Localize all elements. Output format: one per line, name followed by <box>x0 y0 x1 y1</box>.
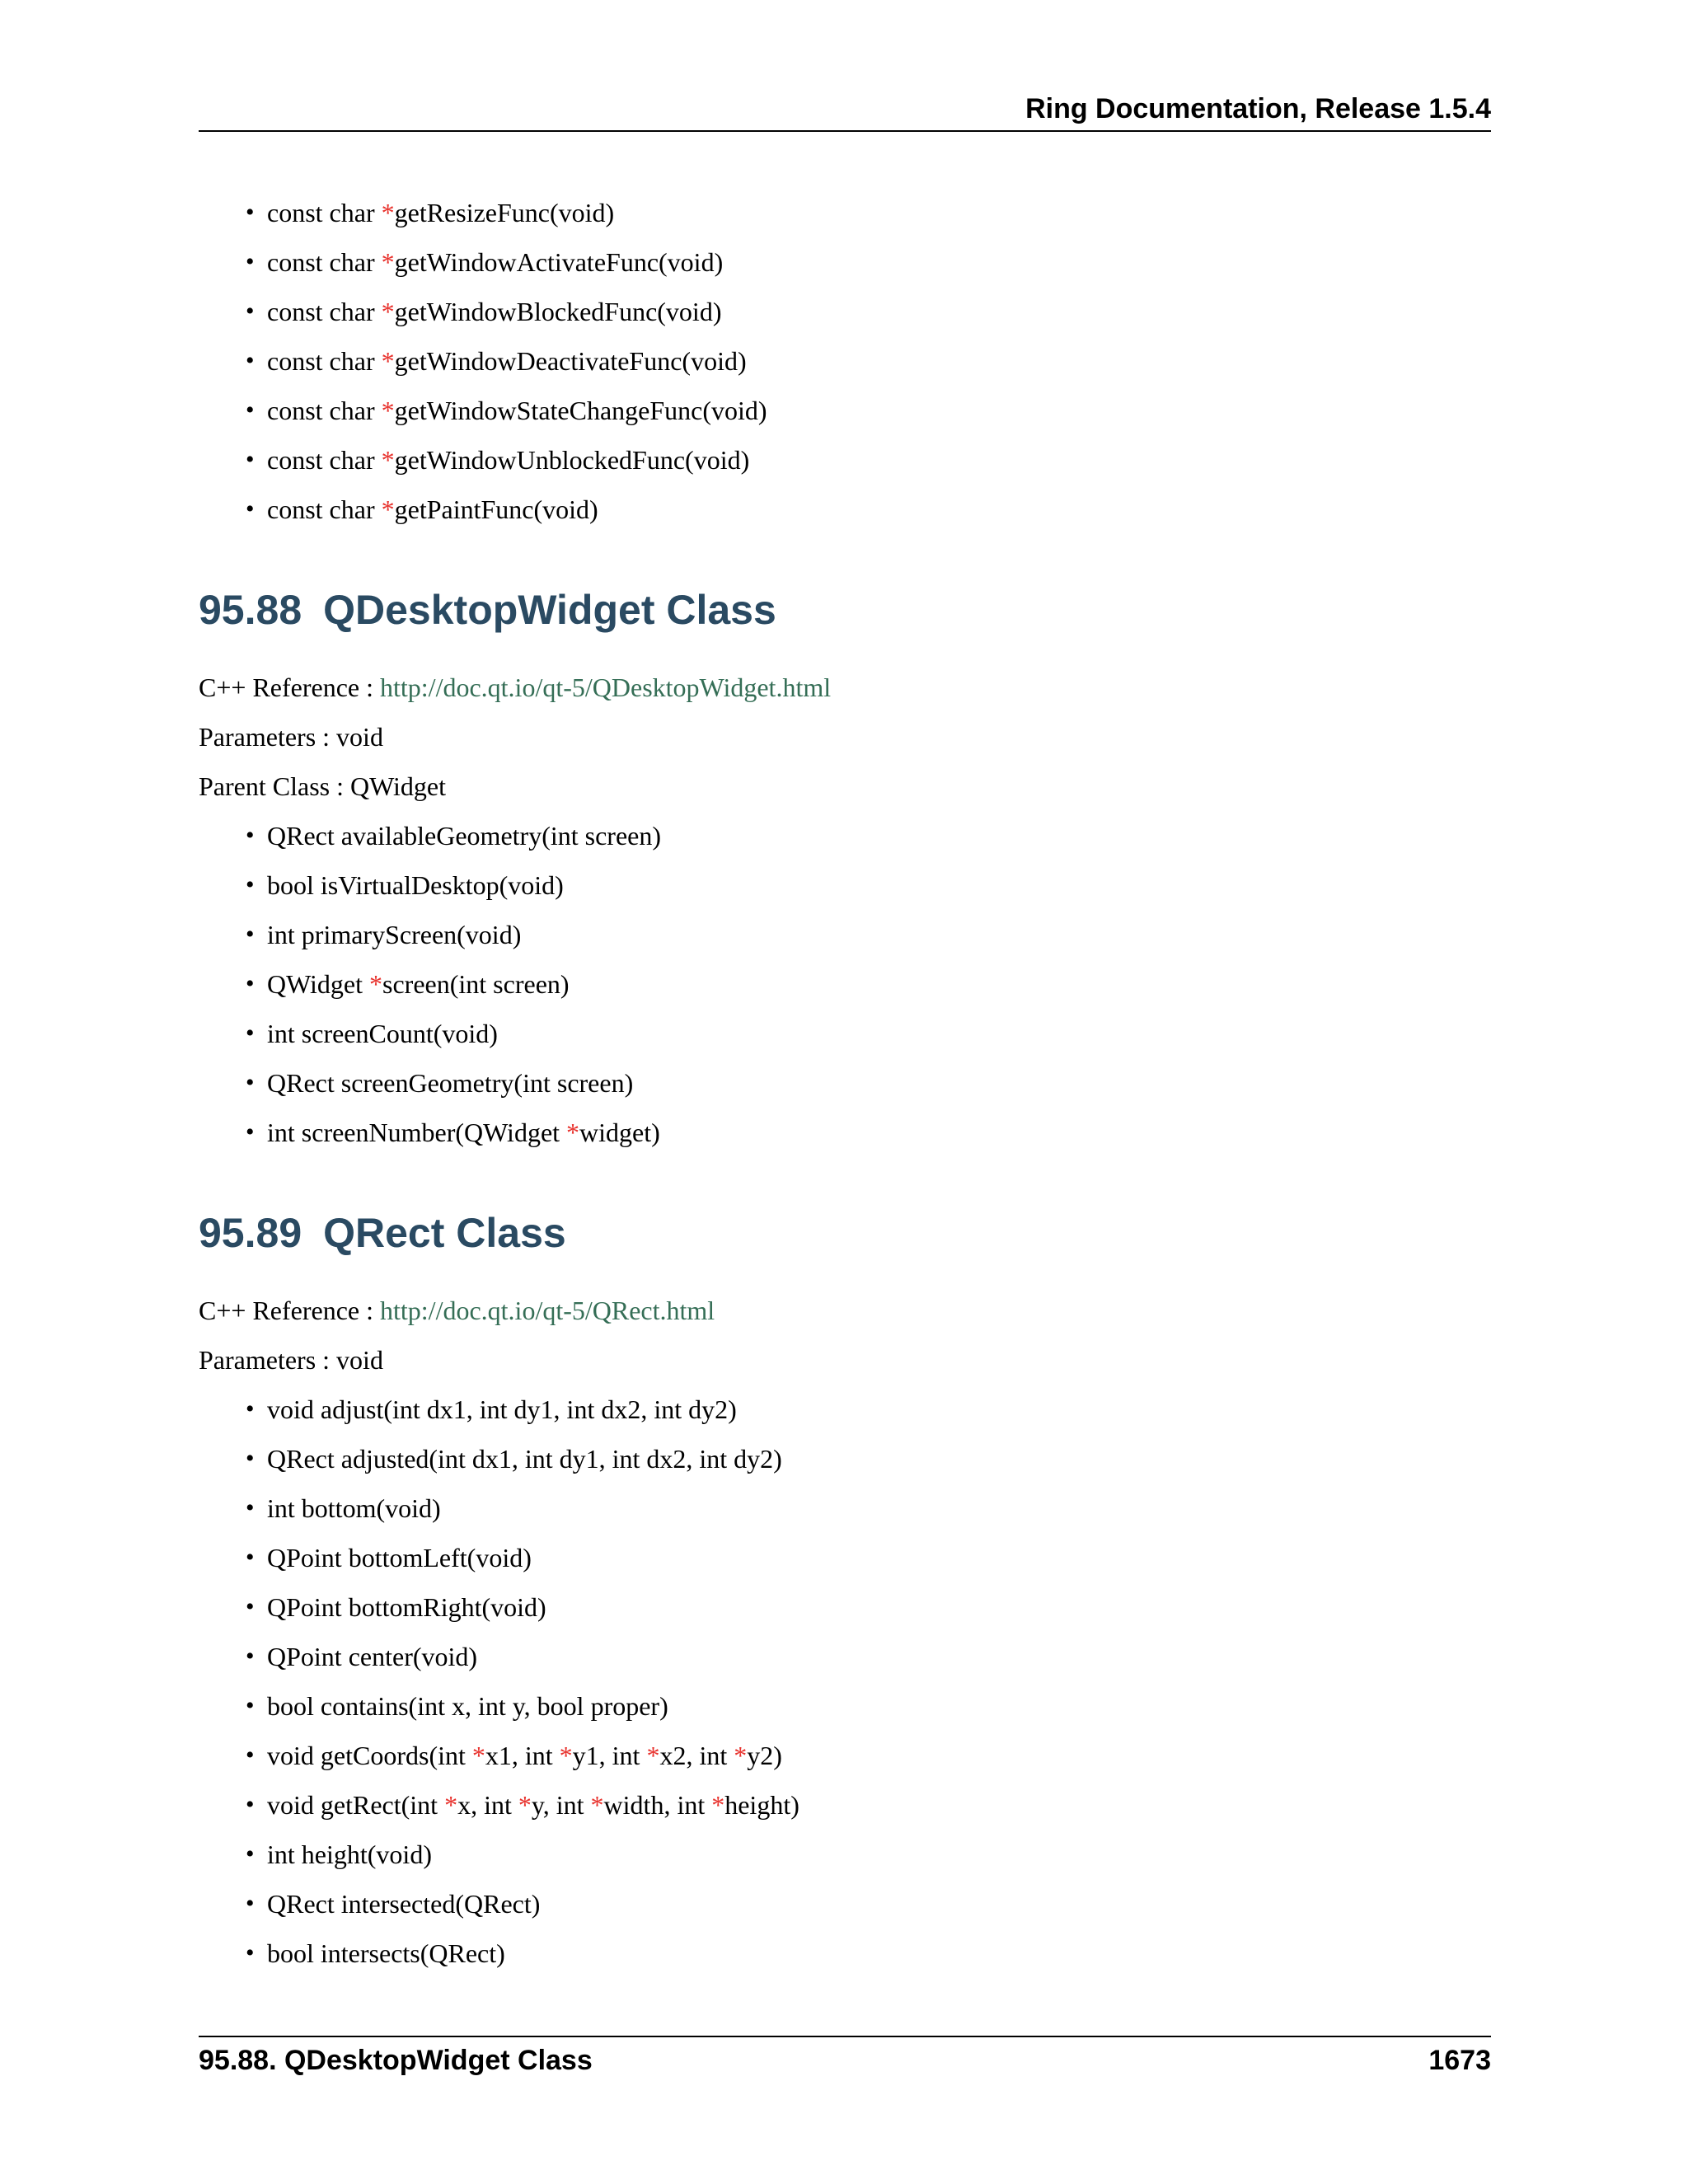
pointer-star: * <box>381 396 395 425</box>
method-item: • int height(void) <box>246 1840 432 1869</box>
method-item: • QPoint bottomLeft(void) <box>246 1543 532 1572</box>
bullet-icon: • <box>246 1840 255 1868</box>
bullet-icon: • <box>246 1791 255 1818</box>
section-number: 95.88 <box>199 587 302 633</box>
method-list-continued <box>199 196 1491 526</box>
section-qdesktopwidget <box>199 585 1491 1149</box>
cpp-reference-link[interactable]: http://doc.qt.io/qt-5/QRect.html <box>380 1296 715 1325</box>
parameters-line: Parameters : void <box>199 1345 383 1375</box>
pointer-star: * <box>381 198 395 227</box>
pointer-star: * <box>369 969 383 999</box>
method-item: • const char *getWindowBlockedFunc(void) <box>246 297 722 326</box>
footer-section-title: 95.88. QDesktopWidget Class <box>199 2045 593 2076</box>
method-list <box>199 819 1491 1149</box>
method-item: • QWidget *screen(int screen) <box>246 969 570 999</box>
bullet-icon: • <box>246 1939 255 1966</box>
footer-rule <box>199 2036 1491 2037</box>
bullet-icon: • <box>246 446 255 473</box>
cpp-reference-label: C++ Reference : <box>199 1296 380 1325</box>
section-title: QDesktopWidget Class <box>323 587 776 633</box>
cpp-reference-link[interactable]: http://doc.qt.io/qt-5/QDesktopWidget.html <box>380 673 832 702</box>
pointer-star: * <box>381 297 395 326</box>
bullet-icon: • <box>246 199 255 226</box>
method-item: • bool isVirtualDesktop(void) <box>246 870 564 900</box>
pointer-star: * <box>381 445 395 475</box>
bullet-icon: • <box>246 495 255 523</box>
bullet-icon: • <box>246 1741 255 1769</box>
method-item: • QRect availableGeometry(int screen) <box>246 821 661 851</box>
cpp-reference-line <box>199 1294 1491 1327</box>
pointer-star: * <box>734 1741 748 1770</box>
bullet-icon: • <box>246 822 255 849</box>
method-item: • const char *getWindowUnblockedFunc(void) <box>246 445 750 475</box>
bullet-icon: • <box>246 921 255 948</box>
pointer-star: * <box>444 1790 458 1820</box>
bullet-icon: • <box>246 1643 255 1670</box>
method-item: • QRect screenGeometry(int screen) <box>246 1068 634 1098</box>
page-content <box>199 196 1491 1970</box>
bullet-icon: • <box>246 1890 255 1917</box>
bullet-icon: • <box>246 1544 255 1571</box>
pointer-star: * <box>381 247 395 277</box>
method-item: • void adjust(int dx1, int dy1, int dx2, int dy2) <box>246 1394 737 1424</box>
method-list <box>199 1393 1491 1970</box>
bullet-icon: • <box>246 871 255 898</box>
document-page <box>199 0 1491 2184</box>
pointer-star: * <box>518 1790 532 1820</box>
cpp-reference-line <box>199 671 1491 704</box>
pointer-star: * <box>381 346 395 376</box>
method-item: • int primaryScreen(void) <box>246 920 522 949</box>
method-item: • void getCoords(int *x1, int *y1, int *x2, int *y2) <box>246 1741 782 1770</box>
method-item: • QRect intersected(QRect) <box>246 1889 541 1919</box>
method-item: • bool intersects(QRect) <box>246 1938 505 1968</box>
bullet-icon: • <box>246 347 255 374</box>
bullet-icon: • <box>246 248 255 275</box>
bullet-icon: • <box>246 1494 255 1521</box>
method-item: • const char *getPaintFunc(void) <box>246 494 598 524</box>
parameters-line: Parameters : void <box>199 722 383 752</box>
method-item: • const char *getWindowActivateFunc(void) <box>246 247 724 277</box>
bullet-icon: • <box>246 1692 255 1719</box>
method-item: • int bottom(void) <box>246 1493 441 1523</box>
pointer-star: * <box>590 1790 604 1820</box>
pointer-star: * <box>646 1741 660 1770</box>
pointer-star: * <box>471 1741 485 1770</box>
method-item: • int screenCount(void) <box>246 1019 498 1048</box>
method-item: • QPoint center(void) <box>246 1642 478 1671</box>
section-number: 95.89 <box>199 1210 302 1256</box>
bullet-icon: • <box>246 1445 255 1472</box>
parent-class-line: Parent Class : QWidget <box>199 771 446 801</box>
pointer-star: * <box>381 494 395 524</box>
bullet-icon: • <box>246 298 255 325</box>
section-heading <box>199 585 1491 635</box>
method-item: • const char *getWindowDeactivateFunc(void) <box>246 346 747 376</box>
bullet-icon: • <box>246 1118 255 1146</box>
pointer-star: * <box>711 1790 725 1820</box>
section-title: QRect Class <box>323 1210 566 1256</box>
method-item: • const char *getWindowStateChangeFunc(void) <box>246 396 767 425</box>
bullet-icon: • <box>246 1593 255 1620</box>
method-item: • QRect adjusted(int dx1, int dy1, int dx2, int dy2) <box>246 1444 782 1474</box>
running-header: Ring Documentation, Release 1.5.4 <box>1025 93 1491 124</box>
bullet-icon: • <box>246 1069 255 1096</box>
method-item: • QPoint bottomRight(void) <box>246 1592 546 1622</box>
header-rule <box>199 130 1491 132</box>
section-qrect <box>199 1208 1491 1970</box>
page-number: 1673 <box>1428 2045 1491 2076</box>
cpp-reference-label: C++ Reference : <box>199 673 380 702</box>
bullet-icon: • <box>246 396 255 424</box>
method-item: • void getRect(int *x, int *y, int *width, int *height) <box>246 1790 799 1820</box>
method-item: • int screenNumber(QWidget *widget) <box>246 1118 660 1147</box>
method-item: • const char *getResizeFunc(void) <box>246 198 615 227</box>
bullet-icon: • <box>246 970 255 997</box>
bullet-icon: • <box>246 1019 255 1047</box>
method-item: • bool contains(int x, int y, bool proper) <box>246 1691 668 1721</box>
bullet-icon: • <box>246 1395 255 1422</box>
pointer-star: * <box>566 1118 580 1147</box>
section-heading <box>199 1208 1491 1258</box>
pointer-star: * <box>559 1741 573 1770</box>
